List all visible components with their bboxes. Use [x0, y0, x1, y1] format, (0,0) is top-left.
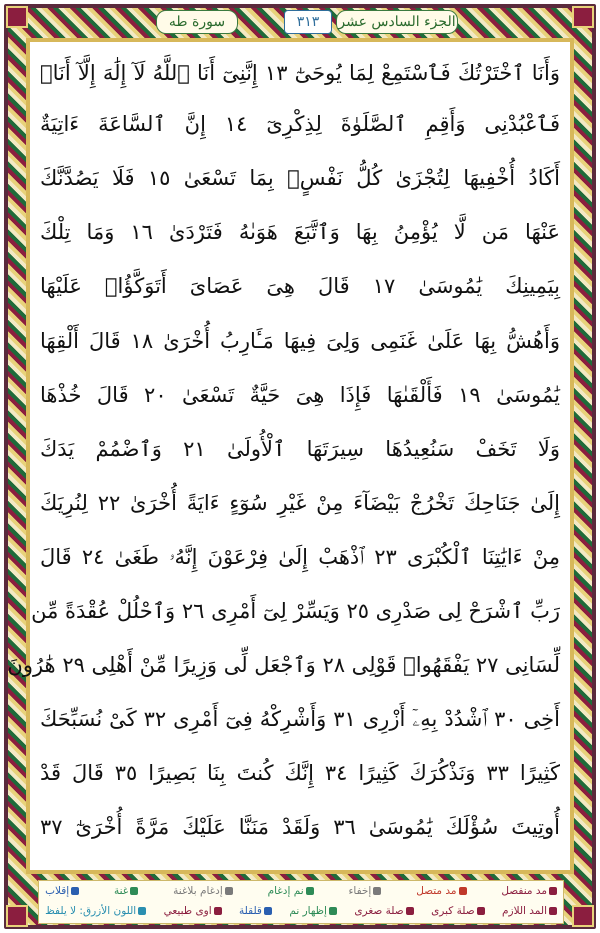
tajweed-legend — [38, 880, 564, 924]
verse-line-4: عَنْهَا مَن لَّا يُؤْمِنُ بِهَا وَٱتَّبَعَ هَوَىٰهُ فَتَرْدَىٰ ١٦ وَمَا تِلْكَ — [40, 220, 560, 244]
legend-item — [114, 885, 138, 897]
legend-swatch-icon — [138, 907, 146, 915]
legend-swatch-icon — [71, 887, 79, 895]
legend-item — [45, 905, 146, 917]
legend-label: اللون الأزرق: لا يلفظ — [45, 905, 137, 917]
verse-line-10: مِنْ ءَايَٰتِنَا ٱلْكُبْرَى ٢٣ ٱذْهَبْ إِلَىٰ فِرْعَوْنَ إِنَّهُۥ طَغَىٰ ٢٤ قَالَ — [40, 545, 560, 569]
legend-row — [39, 901, 563, 921]
verse-line-15: أُوتِيتَ سُؤْلَكَ يَٰمُوسَىٰ ٣٦ وَلَقَدْ مَنَنَّا عَلَيْكَ مَرَّةً أُخْرَىٰٓ ٣٧ — [40, 815, 560, 839]
legend-item — [289, 905, 337, 917]
legend-row — [39, 881, 563, 901]
legend-swatch-icon — [306, 887, 314, 895]
legend-swatch-icon — [264, 907, 272, 915]
legend-item — [431, 905, 485, 917]
legend-swatch-icon — [373, 887, 381, 895]
legend-label: غنة — [114, 885, 129, 897]
legend-label: المد اللازم — [502, 905, 547, 917]
legend-label: مد منفصل — [501, 885, 547, 897]
legend-item — [173, 885, 233, 897]
legend-item — [354, 905, 413, 917]
legend-swatch-icon — [549, 907, 557, 915]
verse-line-13: أَخِى ٣٠ ٱشْدُدْ بِهِۦٓ أَزْرِى ٣١ وَأَشْرِكْهُ فِىٓ أَمْرِى ٣٢ كَىْ نُسَبِّحَكَ — [40, 707, 560, 731]
legend-swatch-icon — [406, 907, 414, 915]
legend-item — [164, 905, 222, 917]
legend-label: نم إدغام — [267, 885, 304, 897]
legend-label: صلة صغرى — [354, 905, 404, 917]
legend-label: إظهار نم — [289, 905, 327, 917]
page-header — [36, 8, 564, 34]
legend-label: إقلاب — [45, 885, 70, 897]
legend-label: إدغام بلاغنة — [173, 885, 223, 897]
legend-label: مد متصل — [416, 885, 457, 897]
corner-ornament-icon — [6, 905, 28, 927]
verse-line-9: إِلَىٰ جَنَاحِكَ تَخْرُجْ بَيْضَآءَ مِنْ غَيْرِ سُوٓءٍ ءَايَةً أُخْرَىٰ ٢٢ لِنُرِيَكَ — [40, 491, 561, 515]
legend-item — [348, 885, 381, 897]
legend-item — [501, 885, 557, 897]
verse-line-3: أَكَادُ أُخْفِيهَا لِتُجْزَىٰ كُلُّ نَفْسٍۭ بِمَا تَسْعَىٰ ١٥ فَلَا يَصُدَّنَّكَ — [40, 166, 560, 190]
legend-item — [45, 885, 79, 897]
verse-line-7: يَٰمُوسَىٰ ١٩ فَأَلْقَىٰهَا فَإِذَا هِىَ حَيَّةٌ تَسْعَىٰ ٢٠ قَالَ خُذْهَا — [40, 383, 561, 407]
legend-swatch-icon — [225, 887, 233, 895]
legend-label: صلة كبرى — [431, 905, 475, 917]
legend-label: إخفاء — [348, 885, 372, 897]
legend-item — [239, 905, 272, 917]
legend-label: قلقلة — [239, 905, 262, 917]
legend-swatch-icon — [459, 887, 467, 895]
legend-swatch-icon — [130, 887, 138, 895]
verse-line-6: وَأَهُشُّ بِهَا عَلَىٰ غَنَمِى وَلِىَ فِيهَا مَـَٔارِبُ أُخْرَىٰ ١٨ قَالَ أَلْقِهَا — [40, 329, 560, 353]
legend-label: اوى طبيعي — [163, 905, 212, 917]
legend-swatch-icon — [477, 907, 485, 915]
corner-ornament-icon — [6, 6, 28, 28]
page-number: ٣١٣ — [284, 10, 332, 34]
legend-item — [268, 885, 314, 897]
legend-swatch-icon — [329, 907, 337, 915]
legend-swatch-icon — [549, 887, 557, 895]
verse-line-5: بِيَمِينِكَ يَٰمُوسَىٰ ١٧ قَالَ هِىَ عَصَاىَ أَتَوَكَّؤُا۟ عَلَيْهَا — [40, 274, 560, 298]
juz-label: الجزء السادس عشر — [336, 10, 458, 34]
legend-item — [416, 885, 466, 897]
verse-line-8: وَلَا تَخَفْ سَنُعِيدُهَا سِيرَتَهَا ٱلْأُولَىٰ ٢١ وَٱضْمُمْ يَدَكَ — [40, 437, 561, 461]
verse-line-11: رَبِّ ٱشْرَحْ لِى صَدْرِى ٢٥ وَيَسِّرْ لِىٓ أَمْرِى ٢٦ وَٱحْلُلْ عُقْدَةً مِّن — [31, 599, 560, 623]
corner-ornament-icon — [572, 6, 594, 28]
corner-ornament-icon — [572, 905, 594, 927]
verse-line-12: لِّسَانِى ٢٧ يَفْقَهُوا۟ قَوْلِى ٢٨ وَٱجْعَل لِّى وَزِيرًا مِّنْ أَهْلِى ٢٩ هَٰرُونَ — [7, 653, 560, 677]
verse-line-1: وَأَنَا ٱخْتَرْتُكَ فَٱسْتَمِعْ لِمَا يُوحَىٰٓ ١٣ إِنَّنِىٓ أَنَا ٱللَّهُ لَآ إِلَٰهَ إِلَّآ أَنَا۠ — [40, 61, 560, 85]
legend-swatch-icon — [214, 907, 222, 915]
verse-line-2: فَٱعْبُدْنِى وَأَقِمِ ٱلصَّلَوٰةَ لِذِكْرِىٓ ١٤ إِنَّ ٱلسَّاعَةَ ءَاتِيَةٌ — [40, 112, 560, 136]
surah-name: سورة طه — [156, 10, 238, 34]
legend-item — [502, 905, 557, 917]
verse-line-14: كَثِيرًا ٣٣ وَنَذْكُرَكَ كَثِيرًا ٣٤ إِنَّكَ كُنتَ بِنَا بَصِيرًا ٣٥ قَالَ قَدْ — [40, 761, 561, 785]
